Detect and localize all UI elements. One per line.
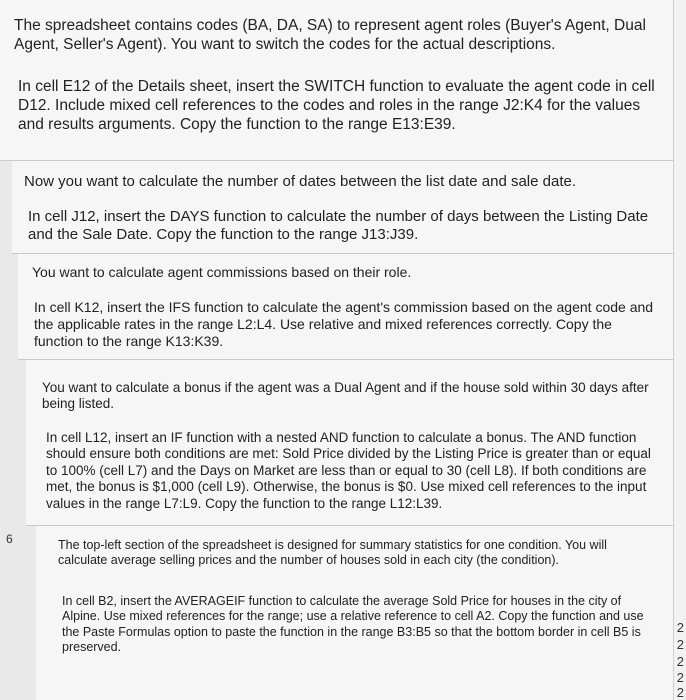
edge-digit: 2 (676, 670, 684, 685)
task-row-5 (36, 526, 674, 700)
task-1-intro: The spreadsheet contains codes (BA, DA, SA) to represent agent roles (Buyer's Agent, Dual Agent, Seller's Agent). You want to switch the codes for the actual descriptions. (14, 17, 646, 53)
task-1-step: In cell E12 of the Details sheet, insert the SWITCH function to evaluate the agent code in cell D12. Include mixed cell references to the codes and roles in the range J2:K4 for the values and results arguments. Copy the function to the range E13:E39. (18, 78, 655, 133)
task-row-4 (26, 360, 674, 526)
task-3-step: In cell K12, insert the IFS function to calculate the agent's commission based on the agent code and the applicable rates in the range L2:L4. Use relative and mixed references correctly. Copy the function to the range K13:K39. (34, 299, 654, 350)
task-5-intro: The top-left section of the spreadsheet is designed for summary statistics for one condition. You will calculate average selling prices and the number of houses sold in each city (the condition). (58, 538, 607, 568)
row-number: 6 (6, 532, 13, 546)
edge-digit: 2 (676, 685, 684, 700)
task-row-2 (12, 161, 674, 254)
task-4-intro: You want to calculate a bonus if the agent was a Dual Agent and if the house sold within 30 days after being listed. (42, 380, 649, 412)
task-2-intro: Now you want to calculate the number of dates between the list date and sale date. (24, 173, 577, 190)
task-4-step: In cell L12, insert an IF function with a nested AND function to calculate a bonus. The AND function should ensure both conditions are met: Sold Price divided by the Listing Price is greater than or equal to 100% (cell L7) and the Days on Market are less than or equal to 30 (cell L8). If both conditions are met, the bonus is $1,000 (cell L9). Otherwise, the bonus is $0. Use mixed cell references to the input values in the range L7:L9. Copy the function to the range L12:L39. (46, 430, 651, 511)
edge-digit: 2 (676, 654, 684, 669)
task-2-step: In cell J12, insert the DAYS function to calculate the number of days between the Listing Date and the Sale Date. Copy the function to the range J13:J39. (28, 208, 649, 244)
task-row-1 (0, 0, 674, 161)
edge-digit: 2 (676, 637, 684, 652)
task-row-3 (18, 254, 674, 360)
right-edge-column (673, 0, 686, 700)
task-3-intro: You want to calculate agent commissions based on their role. (32, 264, 412, 280)
task-5-step: In cell B2, insert the AVERAGEIF function to calculate the average Sold Price for houses in the city of Alpine. Use mixed references for the range; use a relative reference to cell A2. Copy the function and use the Paste Formulas option to paste the function in the range B3:B5 so that the bottom border in cell B5 is preserved. (62, 594, 644, 654)
edge-digit: 2 (676, 620, 684, 635)
